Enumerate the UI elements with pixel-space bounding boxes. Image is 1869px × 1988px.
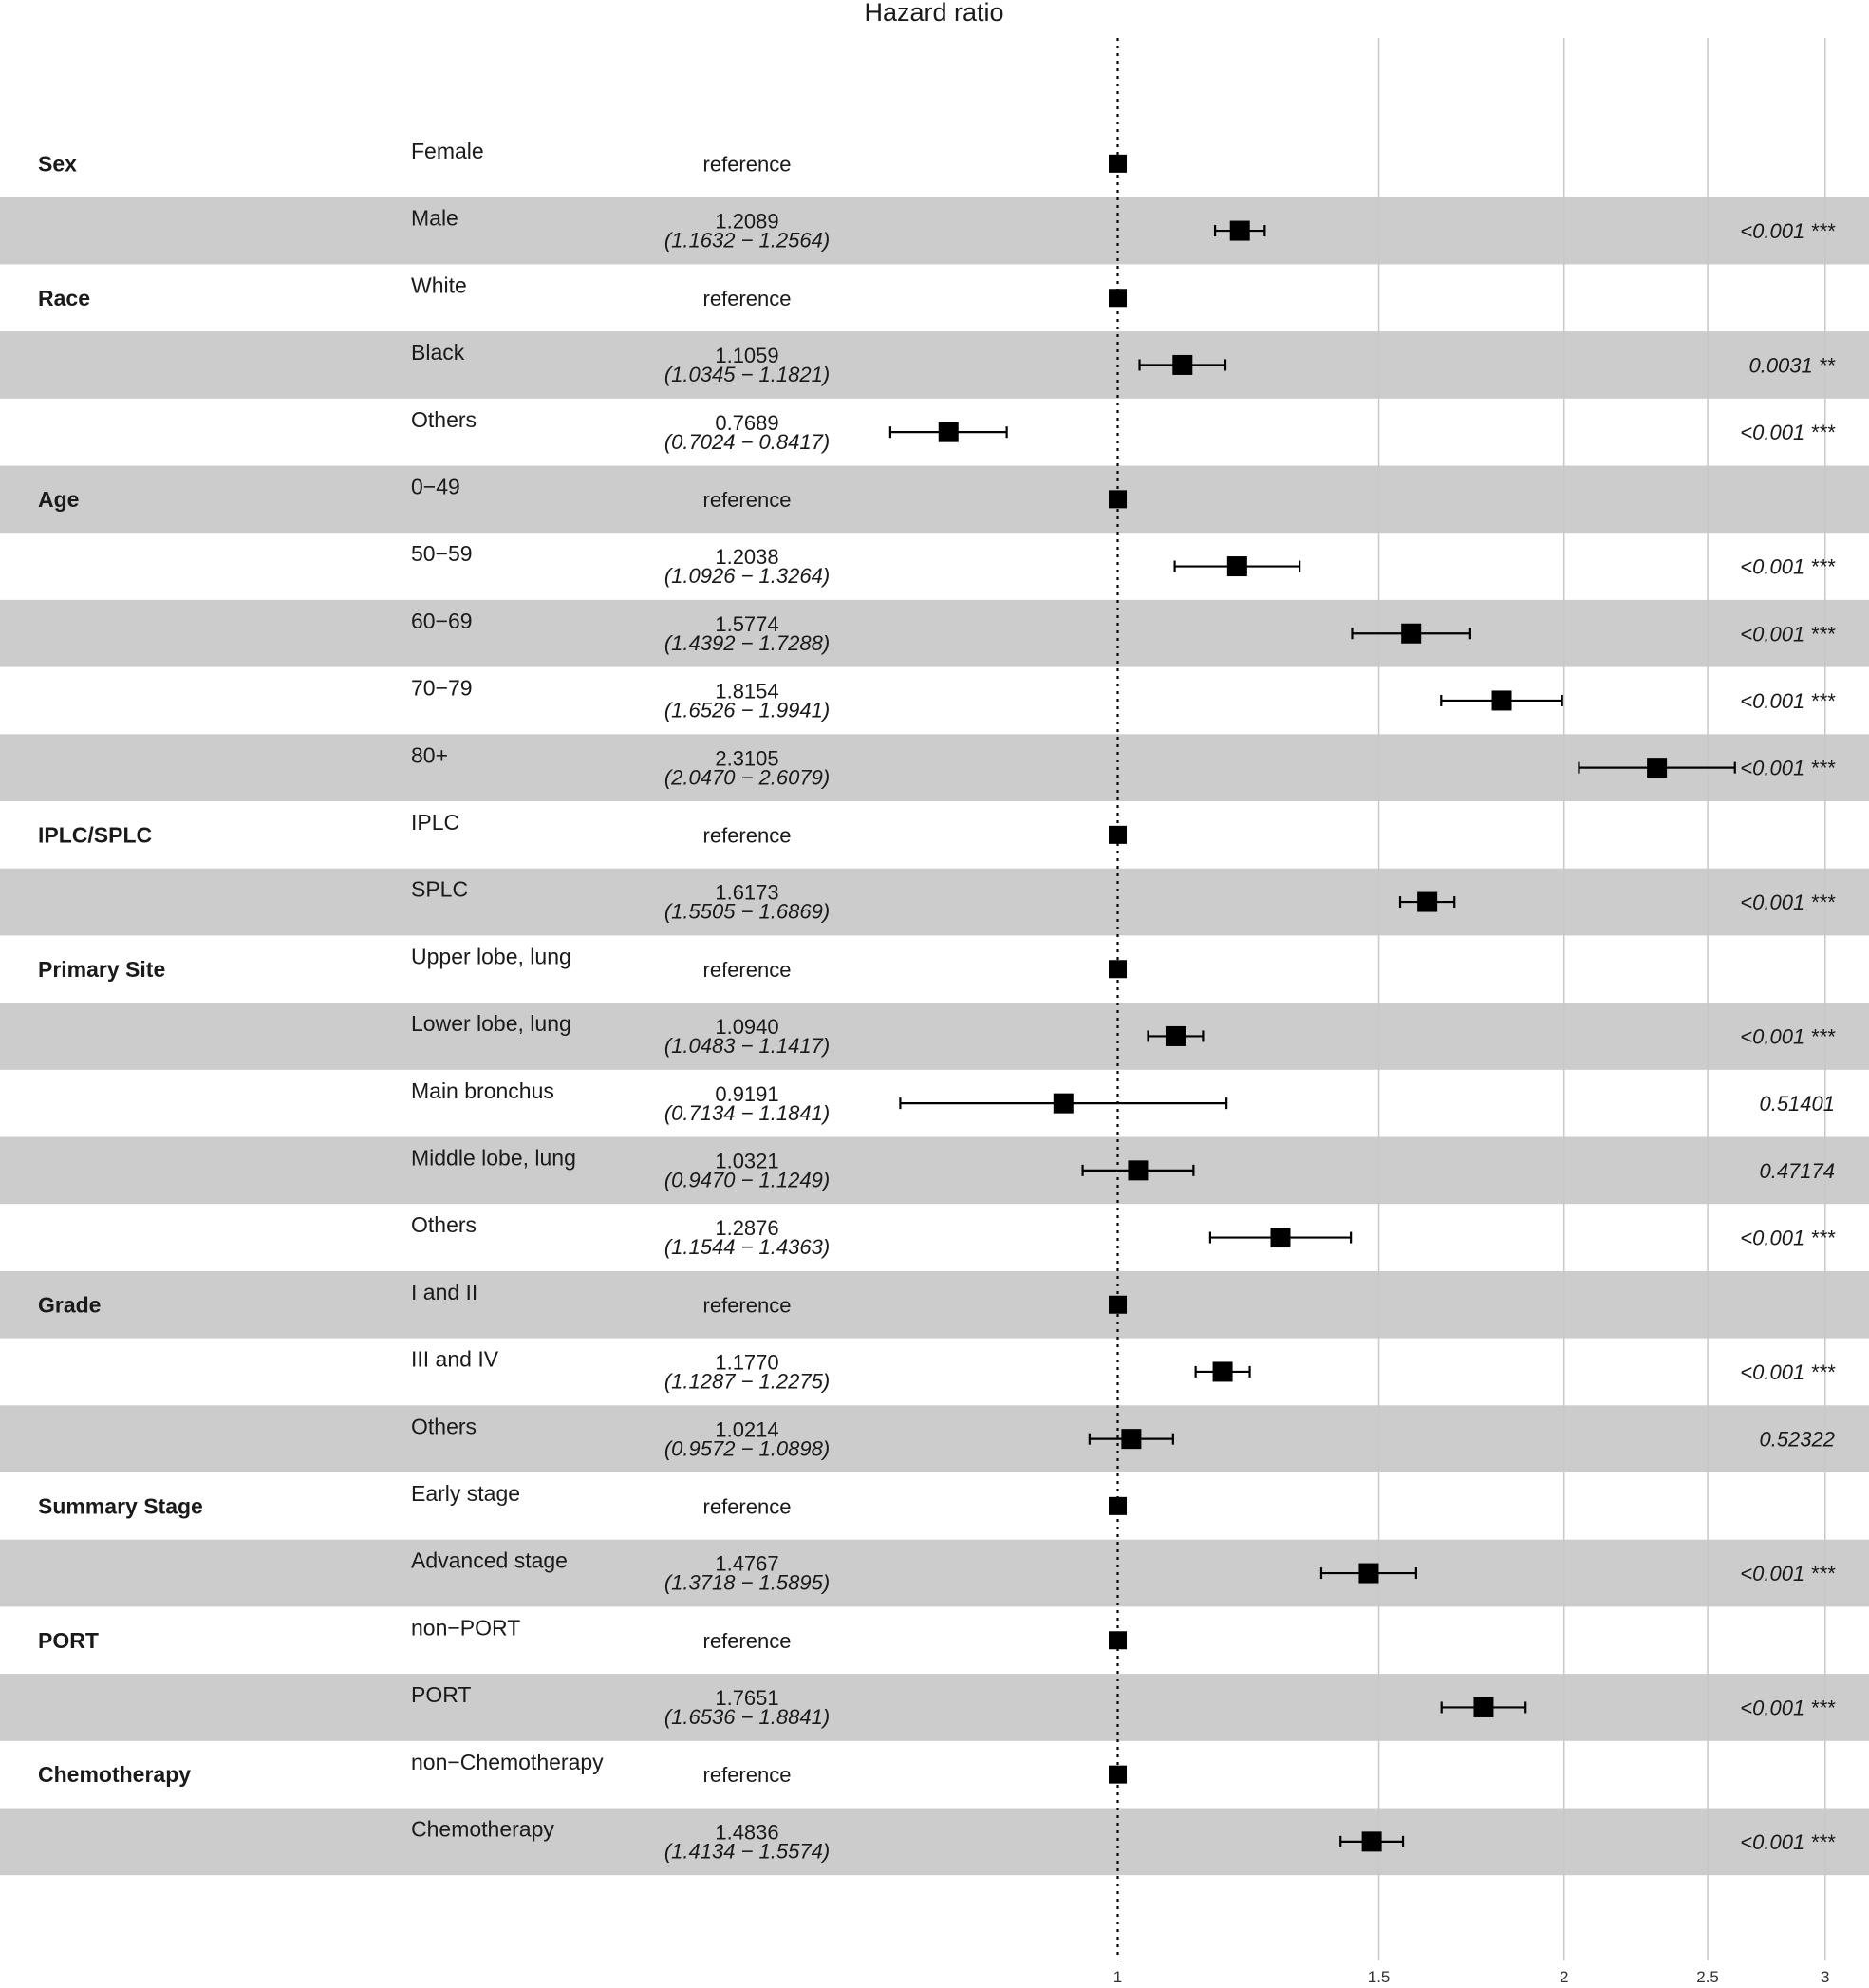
hazard-ratio-value: 1.8154: [715, 679, 779, 703]
hazard-ratio-value: 1.0321: [715, 1149, 779, 1173]
level-label: III and IV: [411, 1346, 499, 1372]
level-label: White: [411, 272, 467, 298]
row-stripe: [0, 466, 1869, 534]
level-label: Early stage: [411, 1481, 521, 1506]
hazard-ratio-value: 1.1059: [715, 344, 779, 368]
hazard-ratio-point: [1401, 624, 1421, 644]
level-label: Others: [411, 1212, 477, 1238]
row-stripe: [0, 1003, 1869, 1070]
hazard-ratio-point: [1121, 1429, 1141, 1449]
hazard-ratio-value: 2.3105: [715, 746, 779, 771]
level-label: 0−49: [411, 474, 460, 499]
hazard-ratio-value: 0.7689: [715, 410, 779, 435]
p-value-label: <0.001 ***: [1740, 1024, 1835, 1049]
variable-label: Summary Stage: [38, 1493, 203, 1519]
p-value-label: <0.001 ***: [1740, 1696, 1835, 1720]
variable-label: Sex: [38, 151, 77, 177]
confidence-interval-label: (1.0926 − 1.3264): [663, 564, 831, 589]
hazard-ratio-point: [1172, 355, 1192, 375]
hazard-ratio-value: 0.9191: [715, 1081, 779, 1106]
level-label: Others: [411, 406, 477, 432]
p-value-label: <0.001 ***: [1740, 891, 1835, 915]
reference-point: [1109, 155, 1127, 173]
row-stripe: [0, 1809, 1869, 1876]
x-tick-label: 3: [1821, 1968, 1830, 1986]
hazard-ratio-value: 1.2876: [715, 1216, 779, 1241]
x-tick-label: 1.5: [1367, 1968, 1391, 1986]
x-tick-label: 2.5: [1696, 1968, 1719, 1986]
reference-label: reference: [702, 823, 792, 848]
reference-label: reference: [702, 1628, 792, 1653]
p-value-label: 0.0031 **: [1748, 353, 1835, 378]
level-label: PORT: [411, 1682, 472, 1708]
row-stripe: [0, 1137, 1869, 1205]
hazard-ratio-value: 1.1770: [715, 1350, 779, 1375]
row-stripe: [0, 1405, 1869, 1472]
level-label: 60−69: [411, 608, 473, 633]
hazard-ratio-point: [1358, 1564, 1378, 1584]
variable-label: IPLC/SPLC: [38, 822, 153, 848]
reference-label: reference: [702, 152, 792, 177]
confidence-interval-label: (0.9470 − 1.1249): [663, 1168, 831, 1192]
hazard-ratio-point: [1492, 690, 1512, 710]
p-value-label: 0.47174: [1759, 1158, 1835, 1183]
level-label: 70−79: [411, 675, 473, 701]
level-label: Upper lobe, lung: [411, 944, 571, 969]
p-value-label: <0.001 ***: [1740, 219, 1835, 244]
hazard-ratio-value: 1.0940: [715, 1015, 779, 1040]
chart-title: Hazard ratio: [864, 0, 1004, 27]
hazard-ratio-point: [939, 422, 959, 442]
p-value-label: <0.001 ***: [1740, 1226, 1835, 1250]
hazard-ratio-value: 1.2038: [715, 545, 779, 570]
p-value-label: <0.001 ***: [1740, 756, 1835, 780]
p-value-label: <0.001 ***: [1740, 688, 1835, 713]
confidence-interval-label: (1.3718 − 1.5895): [663, 1570, 831, 1595]
hazard-ratio-value: 1.7651: [715, 1686, 779, 1711]
level-label: 50−59: [411, 541, 473, 567]
p-value-label: 0.52322: [1759, 1427, 1835, 1452]
variable-label: Age: [38, 486, 80, 512]
hazard-ratio-point: [1128, 1160, 1148, 1180]
confidence-interval-label: (0.9572 − 1.0898): [663, 1436, 831, 1461]
level-label: 80+: [411, 742, 449, 768]
hazard-ratio-value: 1.0214: [715, 1417, 779, 1442]
level-label: IPLC: [411, 810, 460, 835]
reference-point: [1109, 960, 1127, 978]
level-label: non−Chemotherapy: [411, 1749, 604, 1774]
confidence-interval-label: (1.6536 − 1.8841): [663, 1705, 831, 1730]
variable-label: Chemotherapy: [38, 1762, 192, 1788]
confidence-interval-label: (1.0345 − 1.1821): [663, 363, 831, 387]
confidence-interval-label: (1.0483 − 1.1417): [663, 1034, 831, 1059]
confidence-interval-label: (1.1287 − 1.2275): [663, 1369, 831, 1394]
row-stripe: [0, 331, 1869, 399]
confidence-interval-label: (1.6526 − 1.9941): [663, 698, 831, 722]
confidence-interval-label: (1.1632 − 1.2564): [663, 228, 831, 253]
hazard-ratio-value: 1.2089: [715, 209, 779, 234]
level-label: non−PORT: [411, 1615, 521, 1641]
p-value-label: <0.001 ***: [1740, 1829, 1835, 1854]
reference-point: [1109, 289, 1127, 307]
hazard-ratio-value: 1.5774: [715, 611, 779, 636]
reference-label: reference: [702, 487, 792, 512]
level-label: Chemotherapy: [411, 1816, 554, 1842]
row-stripe: [0, 197, 1869, 265]
confidence-interval-label: (0.7024 − 0.8417): [663, 429, 831, 454]
x-tick-label: 1: [1112, 1968, 1123, 1986]
p-value-label: <0.001 ***: [1740, 1360, 1835, 1384]
reference-point: [1109, 1497, 1127, 1515]
hazard-ratio-value: 1.6173: [715, 880, 779, 905]
reference-label: reference: [702, 1293, 792, 1318]
hazard-ratio-point: [1166, 1026, 1186, 1046]
level-label: Main bronchus: [411, 1078, 554, 1103]
hazard-ratio-point: [1227, 556, 1247, 576]
confidence-interval-label: (1.5505 − 1.6869): [663, 899, 831, 924]
x-tick-label: 2: [1559, 1968, 1569, 1986]
level-label: Lower lobe, lung: [411, 1011, 571, 1037]
hazard-ratio-point: [1417, 892, 1437, 912]
confidence-interval-label: (1.1544 − 1.4363): [663, 1235, 831, 1260]
reference-label: reference: [702, 957, 792, 982]
level-label: SPLC: [411, 876, 469, 902]
hazard-ratio-point: [1230, 221, 1250, 241]
confidence-interval-label: (0.7134 − 1.1841): [663, 1100, 831, 1125]
row-stripe: [0, 1271, 1869, 1339]
row-stripe: [0, 869, 1869, 936]
level-label: Middle lobe, lung: [411, 1145, 576, 1171]
variable-label: Grade: [38, 1292, 102, 1318]
row-stripe: [0, 1540, 1869, 1607]
reference-label: reference: [702, 1763, 792, 1788]
p-value-label: <0.001 ***: [1740, 1562, 1835, 1586]
p-value-label: <0.001 ***: [1740, 622, 1835, 647]
confidence-interval-label: (1.4392 − 1.7288): [663, 630, 831, 655]
reference-label: reference: [702, 1494, 792, 1519]
variable-label: PORT: [38, 1627, 99, 1653]
reference-point: [1109, 1766, 1127, 1784]
variable-label: Primary Site: [38, 956, 166, 982]
hazard-ratio-point: [1647, 758, 1667, 778]
level-label: Others: [411, 1414, 477, 1439]
level-label: Male: [411, 205, 458, 231]
row-stripe: [0, 600, 1869, 667]
confidence-interval-label: (2.0470 − 2.6079): [663, 765, 831, 790]
confidence-interval-label: (1.4134 − 1.5574): [663, 1839, 831, 1864]
p-value-label: <0.001 ***: [1740, 554, 1835, 579]
hazard-ratio-point: [1473, 1697, 1493, 1717]
reference-label: reference: [702, 286, 792, 310]
reference-point: [1109, 826, 1127, 844]
hazard-ratio-point: [1270, 1228, 1290, 1247]
level-label: Female: [411, 139, 484, 163]
level-label: Black: [411, 340, 465, 366]
reference-point: [1109, 490, 1127, 508]
hazard-ratio-point: [1362, 1831, 1382, 1851]
hazard-ratio-value: 1.4836: [715, 1820, 779, 1845]
reference-point: [1109, 1631, 1127, 1649]
hazard-ratio-point: [1213, 1361, 1233, 1381]
level-label: Advanced stage: [411, 1547, 568, 1573]
reference-point: [1109, 1296, 1127, 1314]
variable-label: Race: [38, 285, 90, 310]
p-value-label: <0.001 ***: [1740, 421, 1835, 445]
p-value-label: 0.51401: [1759, 1092, 1835, 1116]
row-stripe: [0, 1674, 1869, 1741]
hazard-ratio-value: 1.4767: [715, 1551, 779, 1576]
hazard-ratio-point: [1054, 1094, 1074, 1114]
level-label: I and II: [411, 1279, 478, 1304]
